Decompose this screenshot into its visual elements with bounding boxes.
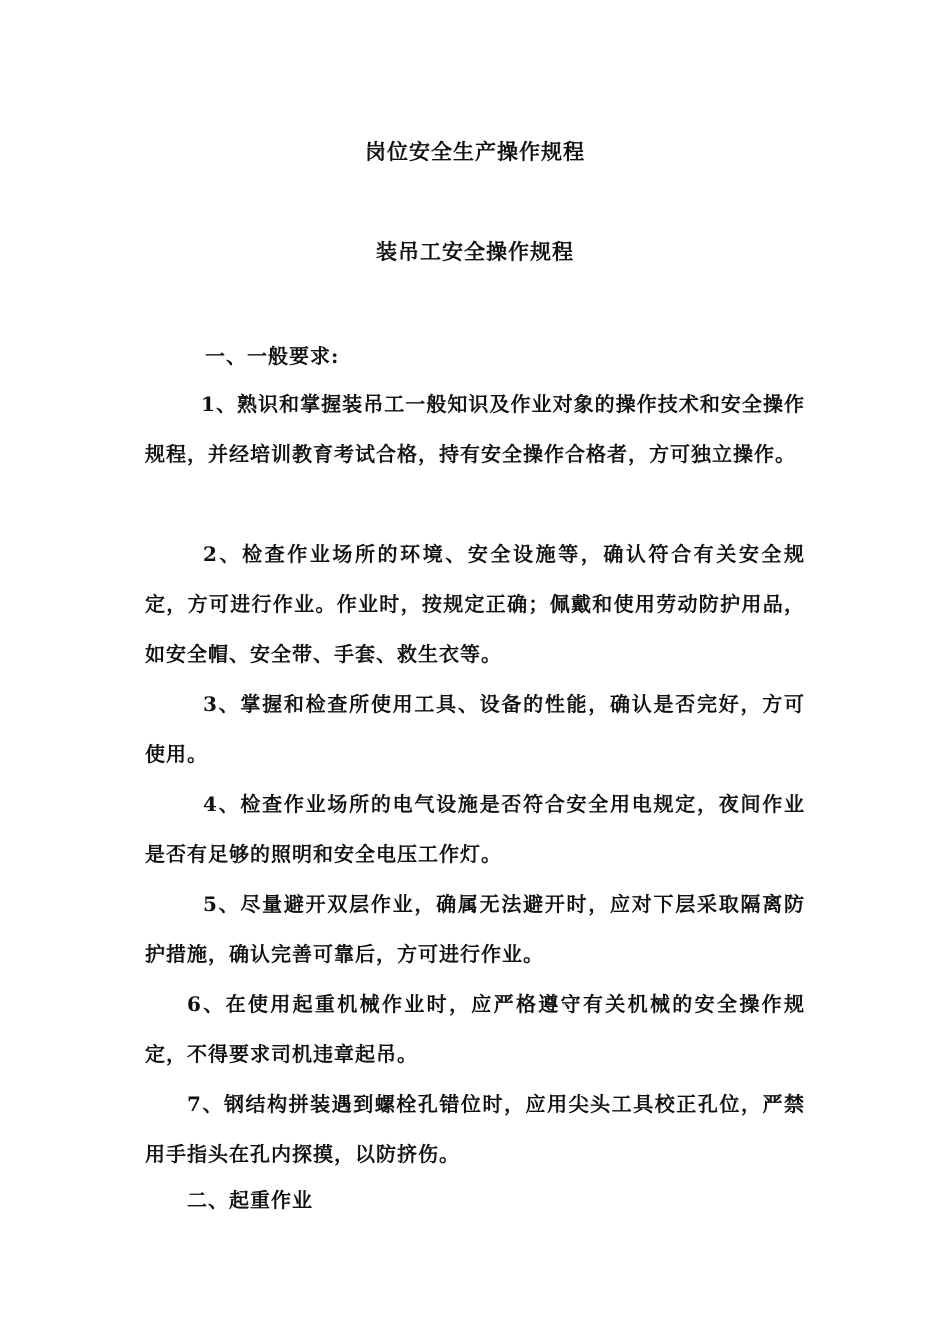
list-item (145, 879, 805, 979)
list-item (145, 779, 805, 879)
document-title: 岗位安全生产操作规程 (365, 139, 585, 164)
list-item (145, 1079, 805, 1179)
paragraph-text: 3、掌握和检查所使用工具、设备的性能，确认是否完好，方可使用。 (145, 692, 805, 766)
list-item (145, 679, 805, 779)
list-item (145, 529, 805, 679)
list-item (145, 379, 805, 479)
section-heading-lifting (145, 1175, 805, 1225)
paragraph-text: 4、检查作业场所的电气设施是否符合安全用电规定，夜间作业是否有足够的照明和安全电压工作灯。 (145, 792, 805, 866)
paragraph-text: 6、在使用起重机械作业时，应严格遵守有关机械的安全操作规定，不得要求司机违章起吊。 (145, 992, 805, 1066)
paragraph-text: 2、检查作业场所的环境、安全设施等，确认符合有关安全规定，方可进行作业。作业时，按规定正确；佩戴和使用劳动防护用品，如安全帽、安全带、手套、救生衣等。 (145, 542, 805, 666)
paragraph-text: 1、熟识和掌握装吊工一般知识及作业对象的操作技术和安全操作规程，并经培训教育考试合格，持有安全操作合格者，方可独立操作。 (145, 392, 805, 466)
document-subtitle: 装吊工安全操作规程 (376, 239, 574, 264)
paragraph-text: 5、尽量避开双层作业，确属无法避开时，应对下层采取隔离防护措施，确认完善可靠后，方可进行作业。 (145, 892, 805, 966)
section-heading-text: 二、起重作业 (187, 1188, 313, 1212)
paragraph-text: 7、钢结构拼装遇到螺栓孔错位时，应用尖头工具校正孔位，严禁用手指头在孔内探摸，以防挤伤。 (145, 1092, 805, 1166)
section-heading-text: 一、一般要求: (205, 344, 340, 368)
list-item (145, 979, 805, 1079)
section-heading-general (145, 331, 805, 381)
